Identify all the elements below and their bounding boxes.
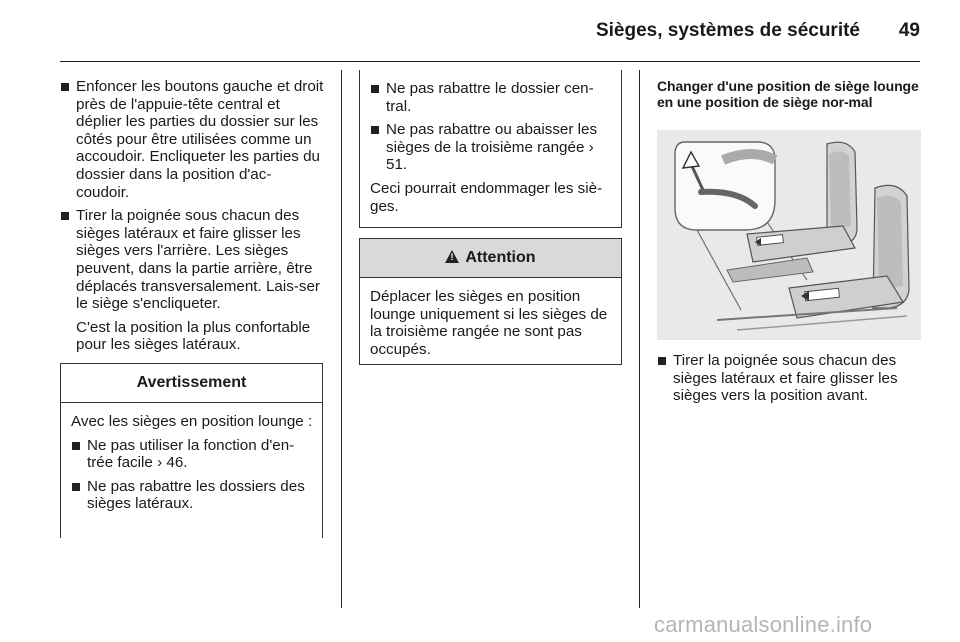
paragraph: C'est la position la plus confortable pour les sièges latéraux. — [76, 318, 311, 354]
bullet-text: Ne pas rabattre ou abaisser les sièges de la troisième rangée — [386, 121, 598, 156]
warning-triangle-icon: ! — [445, 250, 459, 263]
column-divider-1 — [341, 70, 342, 608]
page-header-title: Sièges, systèmes de sécurité — [595, 20, 860, 41]
page-ref-link[interactable]: 46. — [166, 454, 188, 472]
warning-box — [60, 363, 323, 538]
column-divider-2 — [639, 70, 640, 608]
bullet-text: Tirer la poignée sous chacun des sièges latéraux et faire glisser les sièges vers l'arrière. Les sièges peuvent, dans la partie arrière, être déplacés transversalement. Lais‐ser le siège s'encliqueter. — [76, 207, 320, 313]
list-item — [370, 80, 612, 115]
watermark: carmanualsonline.info — [654, 612, 873, 637]
attention-title: Attention — [465, 249, 536, 266]
paragraph: Ceci pourrait endommager les siè‐ges. — [370, 179, 603, 215]
attention-header — [360, 239, 621, 278]
page-ref-arrow-icon: › — [588, 138, 594, 156]
column-2-body — [360, 70, 621, 215]
bullet-text: Tirer la poignée sous chacun des sièges latéraux et faire glisser les sièges vers la position avant. — [673, 352, 898, 405]
list-item — [60, 78, 324, 201]
warning-intro: Avec les sièges en position lounge : — [71, 413, 313, 430]
seat-illustration — [657, 130, 921, 340]
page-ref-arrow-icon: › — [157, 454, 163, 472]
page-number: 49 — [898, 20, 920, 41]
list-item — [71, 437, 313, 472]
section-heading: Changer d'une position de siège lounge en une position de siège nor‐mal — [657, 78, 919, 110]
bullet-text: Enfoncer les boutons gauche et droit près de l'appuie-tête central et déplier les parties du dossier sur les côtés pour être utilisées comme un accoudoir. Encliqueter les parties du dossier dans la position d'ac‐coudoir. — [76, 78, 324, 201]
list-item — [71, 478, 313, 513]
list-item — [370, 121, 612, 174]
column-1 — [60, 78, 324, 360]
list-item — [657, 352, 921, 405]
bullet-text: Ne pas rabattre les dossiers des sièges latéraux. — [87, 477, 305, 513]
warning-title: Avertissement — [61, 364, 322, 403]
attention-box — [359, 238, 622, 365]
list-item — [60, 207, 324, 313]
warning-body — [61, 403, 322, 513]
header-rule — [60, 61, 920, 62]
page-ref-link[interactable]: 51. — [386, 156, 408, 174]
bullet-text: Ne pas rabattre le dossier cen‐tral. — [386, 80, 594, 115]
seat-diagram-svg — [657, 130, 921, 340]
attention-body: Déplacer les sièges en position lounge uniquement si les sièges de la troisième rangée ne sont pas occupés. — [370, 288, 608, 358]
bullet-text: Ne pas utiliser la fonction d'en‐trée facile — [87, 436, 295, 472]
column-3 — [657, 352, 921, 411]
column-2-box — [359, 70, 622, 228]
